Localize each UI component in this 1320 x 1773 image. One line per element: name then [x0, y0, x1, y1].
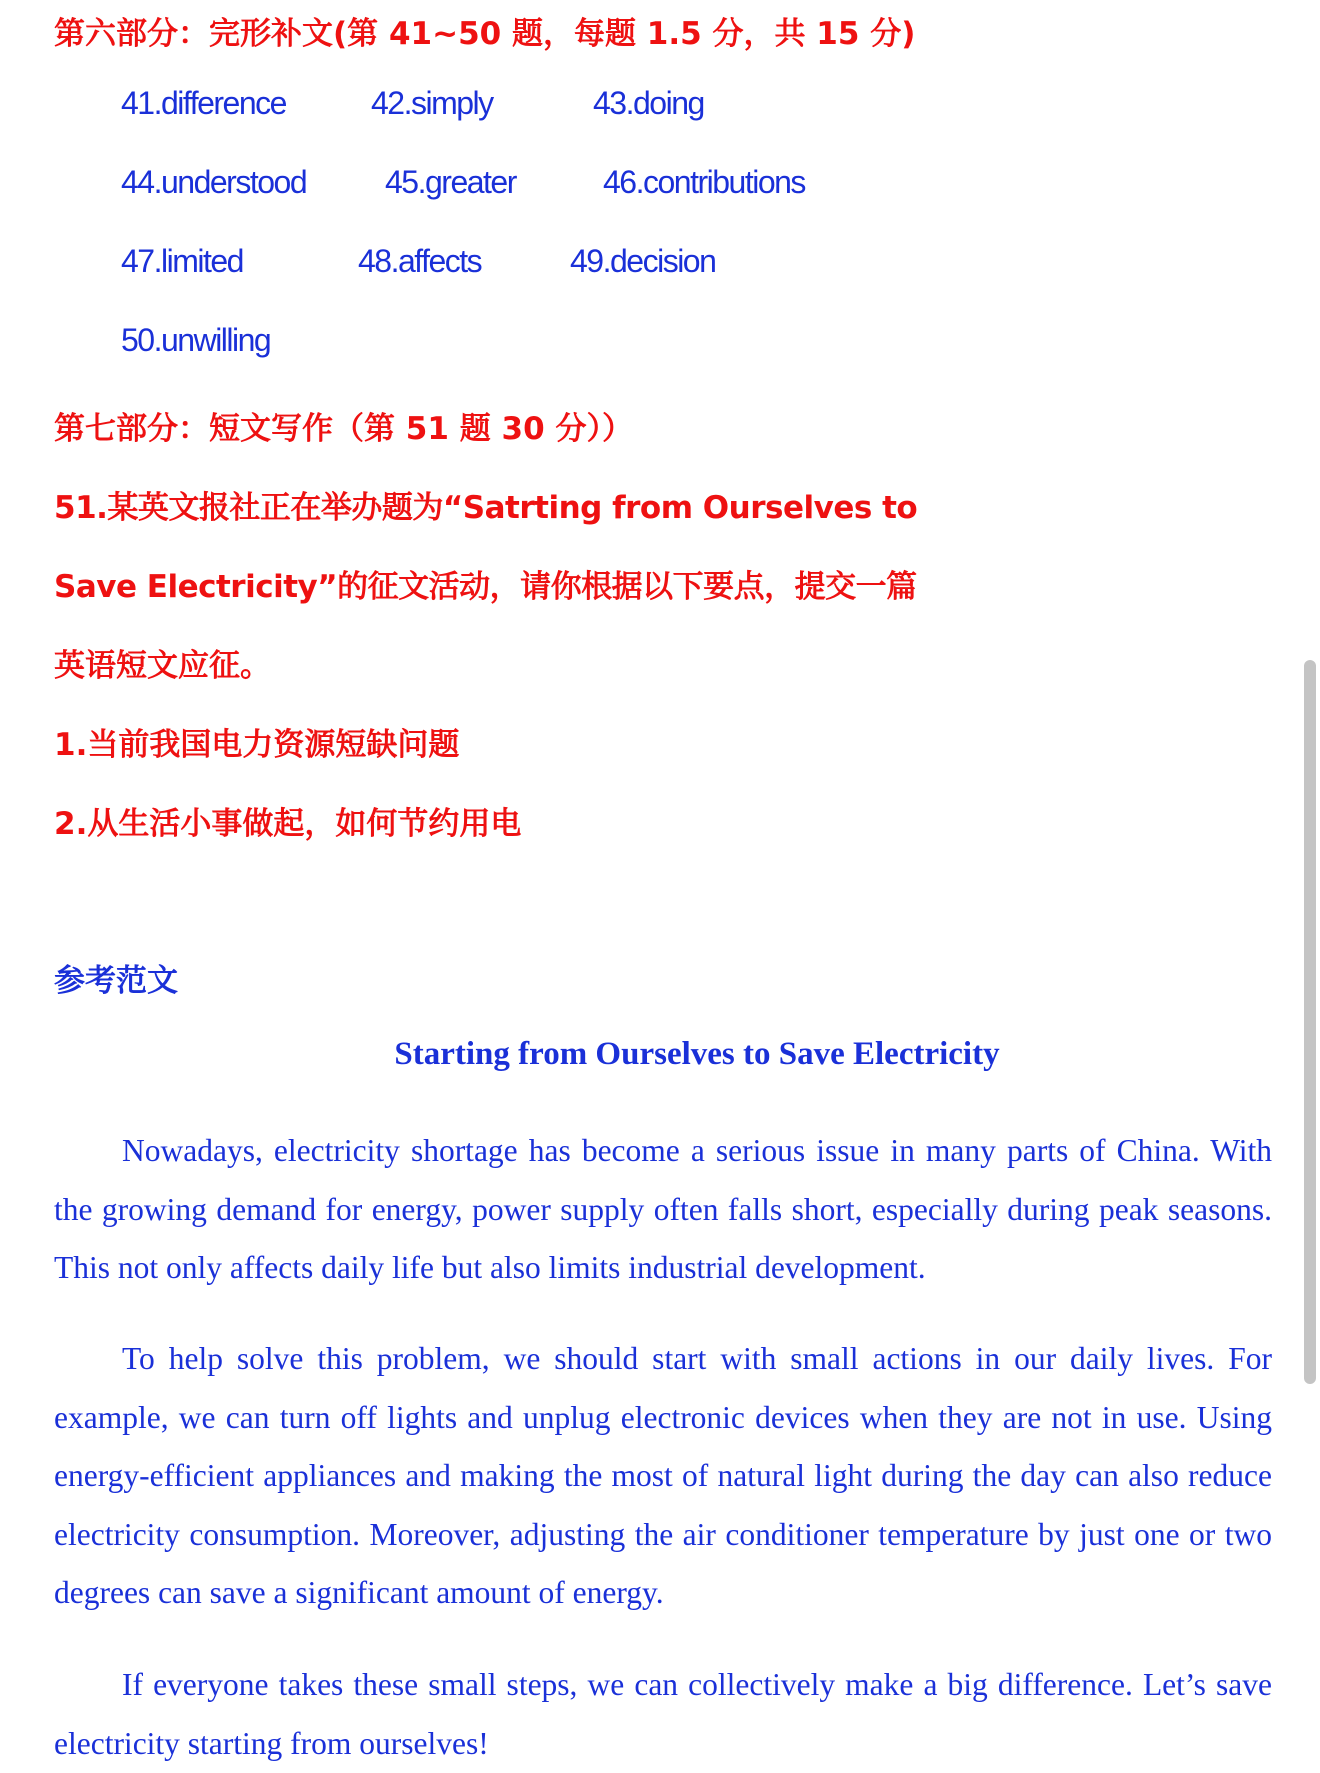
answer-41: 41.difference — [121, 85, 286, 121]
vertical-scrollbar[interactable] — [1298, 0, 1320, 1760]
essay-paragraph-2: To help solve this problem, we should start with small actions in our daily lives. For example, we can turn off lights and unplug electronic devices when they are not in use. Using energy-efficient appliances and making the most of natural light during the day can also reduce electricity consumption. Moreover, adjusting the air conditioner temperature by just one or two degrees can save a significant amount of energy. — [54, 1341, 1272, 1610]
scrollbar-thumb[interactable] — [1304, 660, 1316, 1384]
prompt-line-3: 英语短文应征。 — [54, 648, 271, 684]
essay-paragraph-1: Nowadays, electricity shortage has become a serious issue in many parts of China. With the growing demand for energy, power supply often falls short, especially during peak seasons. This not only affects daily life but also limits industrial development. — [54, 1133, 1272, 1285]
writing-point-2: 2.从生活小事做起，如何节约用电 — [54, 806, 522, 842]
answer-43: 43.doing — [593, 85, 704, 121]
answer-42: 42.simply — [371, 85, 493, 121]
prompt-line-2: Save Electricity”的征文活动，请你根据以下要点，提交一篇 — [54, 569, 917, 605]
answer-45: 45.greater — [385, 164, 516, 200]
answer-44: 44.understood — [121, 164, 307, 200]
section6-title: 第六部分：完形补文(第 41~50 题，每题 1.5 分，共 15 分) — [54, 16, 916, 52]
answer-47: 47.limited — [121, 243, 243, 279]
section7-title: 第七部分：短文写作（第 51 题 30 分）） — [54, 411, 633, 447]
reference-heading: 参考范文 — [54, 963, 178, 999]
essay-title: Starting from Ourselves to Save Electricity — [394, 1036, 1000, 1072]
prompt-line-1: 51.某英文报社正在举办题为“Satrting from Ourselves to — [54, 490, 918, 526]
answer-49: 49.decision — [570, 243, 716, 279]
answer-48: 48.affects — [358, 243, 482, 279]
answer-50: 50.unwilling — [121, 322, 271, 358]
answer-46: 46.contributions — [603, 164, 805, 200]
essay-paragraph-3: If everyone takes these small steps, we can collectively make a big difference. Let’s save electricity starting from ourselves! — [54, 1667, 1272, 1761]
writing-point-1: 1.当前我国电力资源短缺问题 — [54, 727, 460, 763]
